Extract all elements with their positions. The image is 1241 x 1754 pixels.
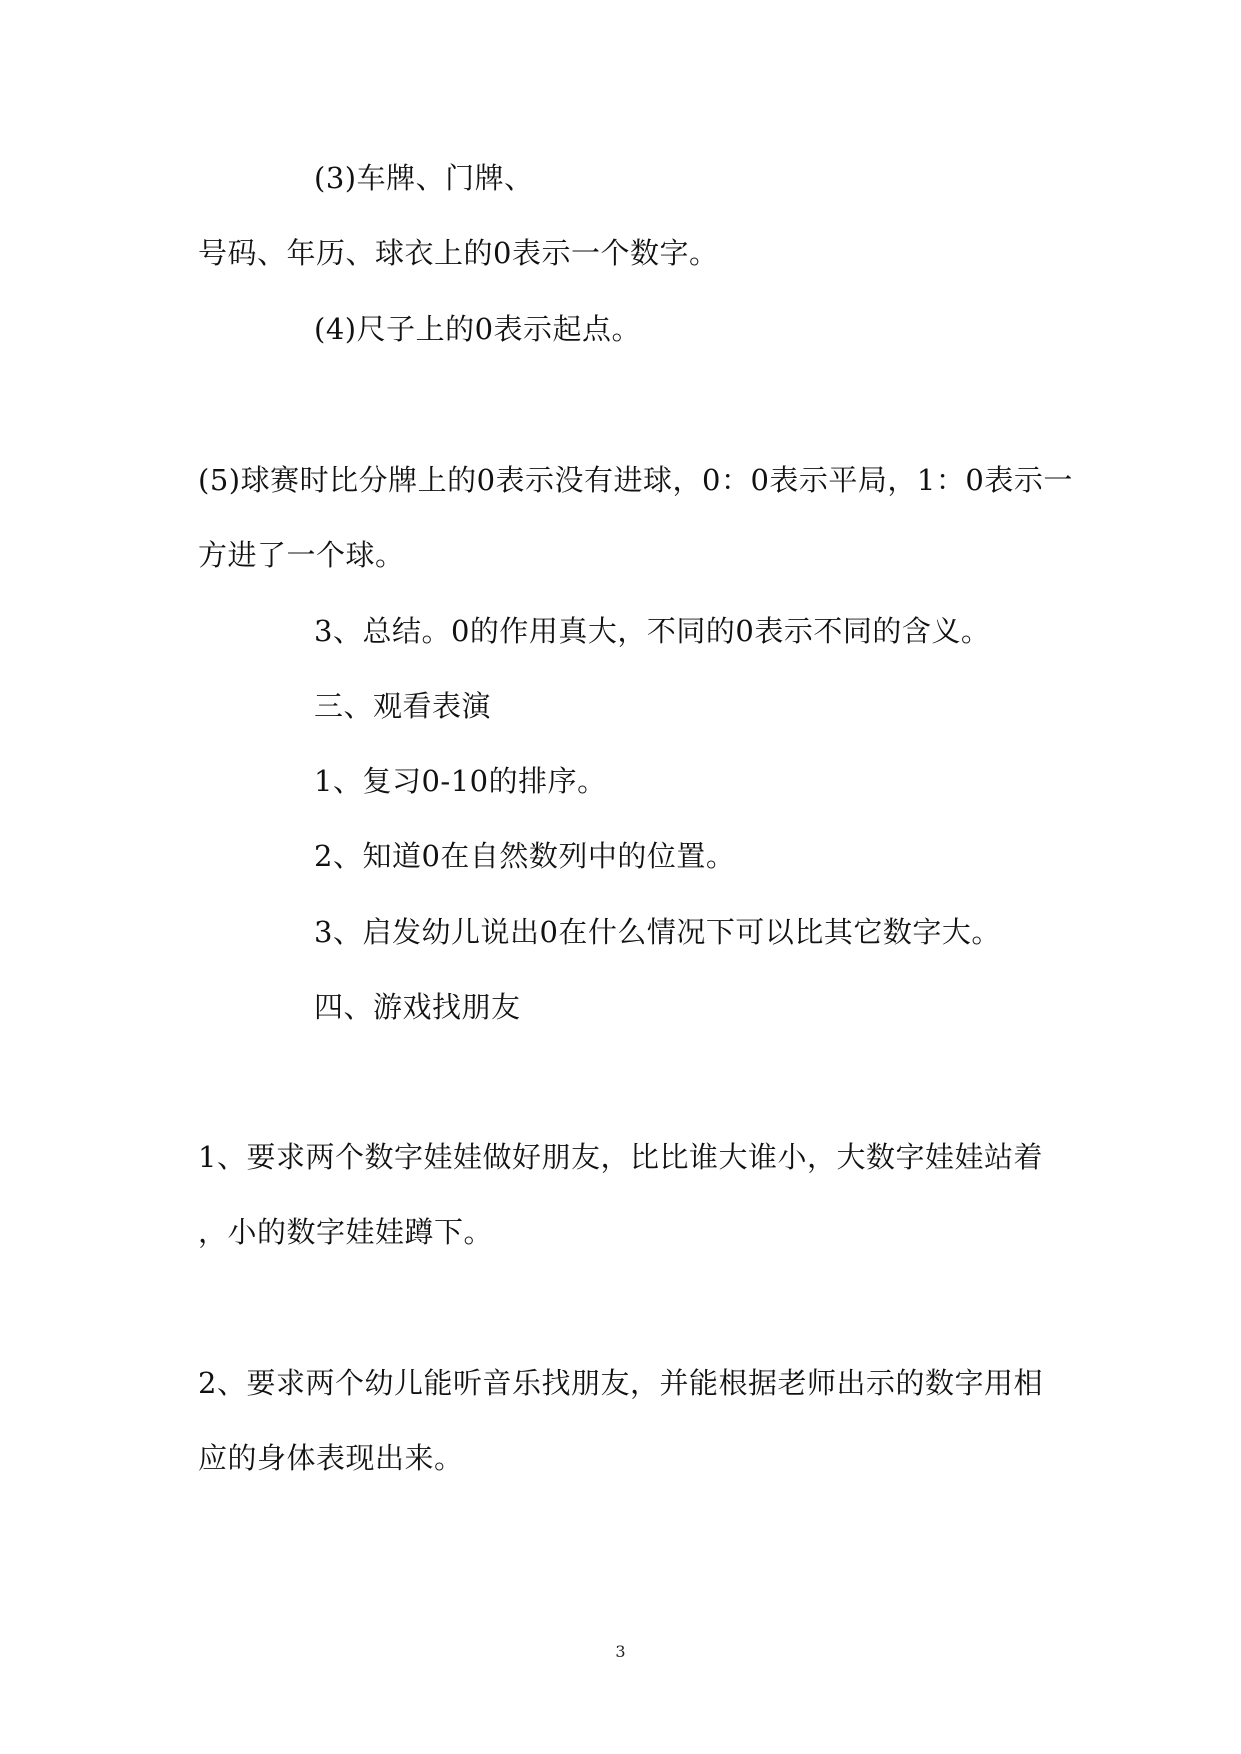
text-line-numbers: 号码、年历、球衣上的0表示一个数字。 — [198, 236, 719, 270]
text-line-game-rule-1: 1、要求两个数字娃娃做好朋友，比比谁大谁小，大数字娃娃站着 — [198, 1140, 1043, 1174]
section-heading-game: 四、游戏找朋友 — [314, 990, 521, 1024]
section-heading-performance: 三、观看表演 — [314, 689, 492, 723]
text-line-inspire: 3、启发幼儿说出0在什么情况下可以比其它数字大。 — [314, 915, 1001, 949]
page-number: 3 — [615, 1642, 626, 1661]
text-line-ruler: (4)尺子上的0表示起点。 — [314, 312, 642, 346]
text-line-position: 2、知道0在自然数列中的位置。 — [314, 839, 736, 873]
text-line-plates: (3)车牌、门牌、 — [314, 161, 534, 195]
text-line-scoreboard-cont: 方进了一个球。 — [198, 538, 405, 572]
text-line-scoreboard: (5)球赛时比分牌上的0表示没有进球，0：0表示平局，1：0表示一 — [198, 463, 1073, 497]
text-line-game-rule-2-cont: 应的身体表现出来。 — [198, 1441, 464, 1475]
text-line-game-rule-1-cont: ，小的数字娃娃蹲下。 — [198, 1215, 494, 1249]
text-line-game-rule-2: 2、要求两个幼儿能听音乐找朋友，并能根据老师出示的数字用相 — [198, 1366, 1043, 1400]
text-line-summary: 3、总结。0的作用真大，不同的0表示不同的含义。 — [314, 614, 991, 648]
text-line-review-order: 1、复习0-10的排序。 — [314, 764, 607, 798]
